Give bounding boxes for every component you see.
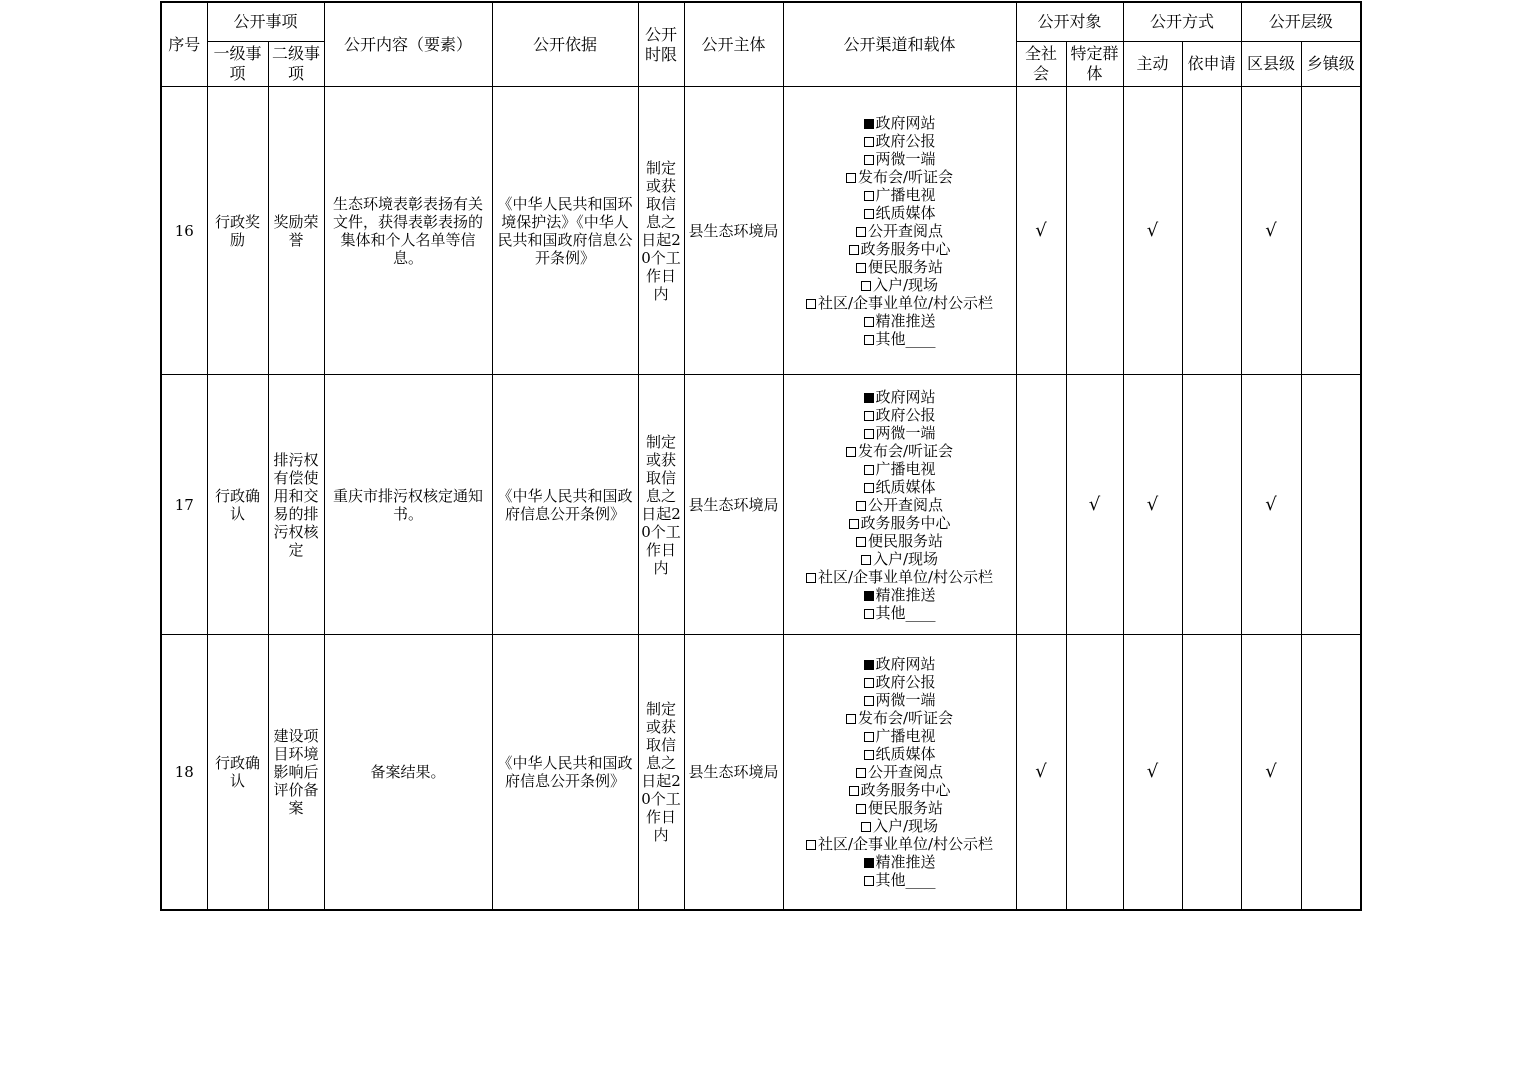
cell-tier-town	[1301, 87, 1361, 375]
channel-option	[786, 496, 1014, 514]
cell-content: 备案结果。	[324, 635, 492, 911]
header-tier: 公开层级	[1241, 2, 1361, 42]
channel-option	[786, 222, 1014, 240]
table-row	[161, 87, 1361, 375]
channel-option	[786, 853, 1014, 871]
cell-time-limit: 制定或获取信息之日起20个工作日内	[638, 635, 684, 911]
channel-label: 其他____	[875, 871, 936, 889]
channel-label: 精准推送	[875, 853, 936, 871]
header-method: 公开方式	[1123, 2, 1241, 42]
cell-subject: 县生态环境局	[684, 87, 783, 375]
channel-label: 广播电视	[875, 727, 936, 745]
channel-option	[786, 276, 1014, 294]
unchecked-box-icon	[864, 191, 874, 201]
checked-box-icon	[864, 858, 874, 868]
channel-label: 政府网站	[875, 655, 936, 673]
unchecked-box-icon	[856, 501, 866, 511]
unchecked-box-icon	[856, 537, 866, 547]
unchecked-box-icon	[864, 750, 874, 760]
cell-basis: 《中华人民共和国政府信息公开条例》	[492, 375, 638, 635]
checked-box-icon	[864, 660, 874, 670]
unchecked-box-icon	[846, 447, 856, 457]
channel-option	[786, 871, 1014, 889]
unchecked-box-icon	[861, 281, 871, 291]
channel-label: 纸质媒体	[875, 203, 936, 222]
channel-label: 其他____	[875, 603, 936, 622]
unchecked-box-icon	[864, 137, 874, 147]
unchecked-box-icon	[846, 173, 856, 183]
channel-label: 政务服务中心	[860, 513, 951, 532]
header-target-all: 全社会	[1016, 42, 1066, 87]
unchecked-box-icon	[806, 299, 816, 309]
channel-option	[786, 745, 1014, 763]
channel-label: 便民服务站	[868, 799, 944, 817]
cell-tier-county: √	[1241, 87, 1301, 375]
unchecked-box-icon	[856, 263, 866, 273]
channel-label: 社区/企事业单位/村公示栏	[817, 293, 994, 312]
cell-method-request	[1182, 635, 1241, 911]
header-tier-town: 乡镇级	[1301, 42, 1361, 87]
channel-option	[786, 781, 1014, 799]
header-target: 公开对象	[1016, 2, 1123, 42]
channel-label: 发布会/听证会	[857, 709, 954, 727]
channel-label: 入户/现场	[872, 275, 939, 294]
channel-option	[786, 835, 1014, 853]
unchecked-box-icon	[856, 768, 866, 778]
unchecked-box-icon	[856, 804, 866, 814]
unchecked-box-icon	[864, 429, 874, 439]
channel-label: 发布会/听证会	[857, 441, 954, 460]
channel-option	[786, 532, 1014, 550]
table-row	[161, 635, 1361, 911]
cell-target-group	[1066, 635, 1123, 911]
header-target-group: 特定群体	[1066, 42, 1123, 87]
channel-option	[786, 817, 1014, 835]
cell-channels	[783, 87, 1016, 375]
cell-method-request	[1182, 375, 1241, 635]
unchecked-box-icon	[864, 732, 874, 742]
cell-level1: 行政奖励	[207, 87, 268, 375]
channel-option	[786, 799, 1014, 817]
header-method-request: 依申请	[1182, 42, 1241, 87]
cell-target-group: √	[1066, 375, 1123, 635]
channel-option	[786, 550, 1014, 568]
channel-label: 政府公报	[875, 673, 936, 691]
channel-option	[786, 709, 1014, 727]
channel-option	[786, 460, 1014, 478]
unchecked-box-icon	[806, 573, 816, 583]
channel-label: 政务服务中心	[860, 239, 951, 258]
channel-option	[786, 604, 1014, 622]
cell-method-active: √	[1123, 87, 1182, 375]
channel-label: 入户/现场	[872, 549, 939, 568]
unchecked-box-icon	[864, 155, 874, 165]
checked-box-icon	[864, 393, 874, 403]
cell-method-active: √	[1123, 375, 1182, 635]
cell-level2: 建设项目环境影响后评价备案	[268, 635, 324, 911]
header-subject: 公开主体	[684, 2, 783, 87]
disclosure-table	[160, 1, 1362, 911]
cell-level1: 行政确认	[207, 375, 268, 635]
unchecked-box-icon	[861, 822, 871, 832]
cell-target-group	[1066, 87, 1123, 375]
channel-option	[786, 514, 1014, 532]
cell-tier-town	[1301, 635, 1361, 911]
unchecked-box-icon	[864, 209, 874, 219]
unchecked-box-icon	[849, 245, 859, 255]
channel-label: 广播电视	[875, 185, 936, 204]
channel-label: 公开查阅点	[868, 495, 944, 514]
channel-option	[786, 442, 1014, 460]
cell-target-all	[1016, 375, 1066, 635]
unchecked-box-icon	[864, 678, 874, 688]
channel-option	[786, 186, 1014, 204]
channel-label: 纸质媒体	[875, 477, 936, 496]
cell-method-request	[1182, 87, 1241, 375]
cell-tier-county: √	[1241, 635, 1301, 911]
header-row-1	[161, 2, 1361, 42]
channel-label: 广播电视	[875, 459, 936, 478]
cell-level2: 奖励荣誉	[268, 87, 324, 375]
channel-label: 发布会/听证会	[857, 167, 954, 186]
channel-option	[786, 727, 1014, 745]
header-content: 公开内容（要素）	[324, 2, 492, 87]
checked-box-icon	[864, 591, 874, 601]
channel-label: 政府公报	[875, 405, 936, 424]
header-matter: 公开事项	[207, 2, 324, 42]
cell-subject: 县生态环境局	[684, 375, 783, 635]
unchecked-box-icon	[864, 335, 874, 345]
channel-option	[786, 204, 1014, 222]
channel-option	[786, 478, 1014, 496]
channel-option	[786, 568, 1014, 586]
channel-label: 两微一端	[875, 423, 936, 442]
cell-level2: 排污权有偿使用和交易的排污权核定	[268, 375, 324, 635]
channel-option	[786, 330, 1014, 348]
cell-seq: 18	[161, 635, 207, 911]
channel-option	[786, 691, 1014, 709]
checked-box-icon	[864, 119, 874, 129]
channel-label: 政府公报	[875, 131, 936, 150]
channel-option	[786, 294, 1014, 312]
cell-basis: 《中华人民共和国政府信息公开条例》	[492, 635, 638, 911]
channel-label: 便民服务站	[868, 531, 944, 550]
channel-label: 社区/企事业单位/村公示栏	[817, 567, 994, 586]
cell-basis: 《中华人民共和国环境保护法》《中华人民共和国政府信息公开条例》	[492, 87, 638, 375]
unchecked-box-icon	[846, 714, 856, 724]
channel-option	[786, 168, 1014, 186]
channel-label: 政府网站	[875, 113, 936, 132]
header-basis: 公开依据	[492, 2, 638, 87]
cell-seq: 16	[161, 87, 207, 375]
channel-label: 便民服务站	[868, 257, 944, 276]
channel-label: 精准推送	[875, 311, 936, 330]
channel-option	[786, 763, 1014, 781]
cell-content: 重庆市排污权核定通知书。	[324, 375, 492, 635]
channel-label: 政务服务中心	[860, 781, 951, 799]
channel-label: 其他____	[875, 329, 936, 348]
channel-label: 纸质媒体	[875, 745, 936, 763]
cell-subject: 县生态环境局	[684, 635, 783, 911]
cell-content: 生态环境表彰表扬有关文件，获得表彰表扬的集体和个人名单等信息。	[324, 87, 492, 375]
channel-option	[786, 655, 1014, 673]
unchecked-box-icon	[864, 317, 874, 327]
header-level2: 二级事项	[268, 42, 324, 87]
cell-seq: 17	[161, 375, 207, 635]
channel-option	[786, 424, 1014, 442]
cell-level1: 行政确认	[207, 635, 268, 911]
unchecked-box-icon	[864, 609, 874, 619]
header-time-limit: 公开时限	[638, 2, 684, 87]
cell-time-limit: 制定或获取信息之日起20个工作日内	[638, 375, 684, 635]
unchecked-box-icon	[849, 786, 859, 796]
channel-label: 精准推送	[875, 585, 936, 604]
channel-label: 两微一端	[875, 691, 936, 709]
cell-method-active: √	[1123, 635, 1182, 911]
cell-channels	[783, 375, 1016, 635]
channel-option	[786, 258, 1014, 276]
unchecked-box-icon	[864, 411, 874, 421]
channel-label: 政府网站	[875, 387, 936, 406]
unchecked-box-icon	[864, 465, 874, 475]
channel-label: 社区/企事业单位/村公示栏	[817, 835, 994, 853]
cell-channels	[783, 635, 1016, 911]
cell-tier-county: √	[1241, 375, 1301, 635]
channel-option	[786, 673, 1014, 691]
unchecked-box-icon	[864, 876, 874, 886]
channel-option	[786, 132, 1014, 150]
unchecked-box-icon	[864, 483, 874, 493]
header-seq: 序号	[161, 2, 207, 87]
table-row	[161, 375, 1361, 635]
channel-label: 两微一端	[875, 149, 936, 168]
header-level1: 一级事项	[207, 42, 268, 87]
cell-target-all: √	[1016, 87, 1066, 375]
channel-option	[786, 150, 1014, 168]
channel-option	[786, 312, 1014, 330]
channel-option	[786, 388, 1014, 406]
header-tier-county: 区县级	[1241, 42, 1301, 87]
channel-option	[786, 114, 1014, 132]
unchecked-box-icon	[806, 840, 816, 850]
cell-tier-town	[1301, 375, 1361, 635]
header-method-active: 主动	[1123, 42, 1182, 87]
unchecked-box-icon	[861, 555, 871, 565]
cell-target-all: √	[1016, 635, 1066, 911]
channel-option	[786, 240, 1014, 258]
channel-option	[786, 586, 1014, 604]
header-channel: 公开渠道和载体	[783, 2, 1016, 87]
unchecked-box-icon	[856, 227, 866, 237]
cell-time-limit: 制定或获取信息之日起20个工作日内	[638, 87, 684, 375]
channel-label: 公开查阅点	[868, 763, 944, 781]
channel-label: 入户/现场	[872, 817, 939, 835]
channel-label: 公开查阅点	[868, 221, 944, 240]
channel-option	[786, 406, 1014, 424]
unchecked-box-icon	[864, 696, 874, 706]
unchecked-box-icon	[849, 519, 859, 529]
